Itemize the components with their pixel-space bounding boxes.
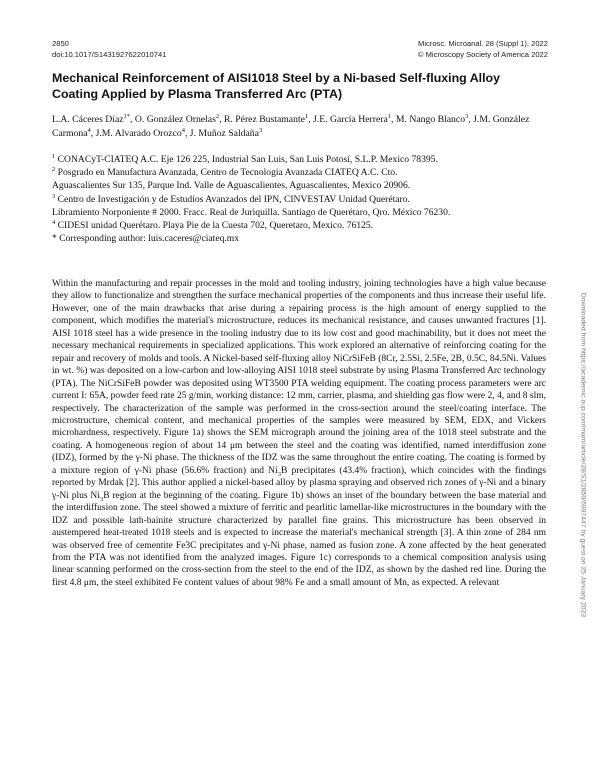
author-name: O. González Ornelas [134,114,216,125]
copyright-notice: © Microscopy Society of America 2022 [417,49,548,59]
author-name: J. Muñoz Saldaña [189,128,259,140]
affiliation-1: $^1$ CONACyT-CIATEQ A.C. Eje 126 225, Industrial San Luis, San Luis Potosí, S.L.P. Mexico 78395. [52,152,438,165]
author-name: J.M. González Carmona [52,114,530,140]
author-name: R. Pérez Bustamante [223,114,305,125]
affiliation-2: $^2$ Posgrado en Manufactura Avanzada, Centro de Tecnología Avanzada CIATEQ A.C. Cto. [52,166,398,179]
corresponding-author: * Corresponding author: luis.caceres@ciateq.mx [52,233,240,245]
author-name: M. Nango Blanco [395,114,466,125]
author-affiliation-mark: 1 [304,112,309,120]
download-notice: Downloaded from https://academic.oup.com/mam/article/28/S1/2850/6997447 by guest on 25 January 2023 [579,292,587,618]
header-right [418,39,548,60]
affiliation-3: $^3$ Centro de Investigación y de Estudios Avanzados del IPN, CINVESTAV Unidad Querétaro. [52,192,410,205]
journal-citation: Microsc. Microanal. 28 (Suppl 1), 2022 [418,39,548,48]
author-name: J.E. García Herrera [313,114,388,125]
affiliations [52,153,552,245]
author-name: L.A. Cáceres Díaz [52,114,124,125]
author-affiliation-mark: 1 [387,112,392,120]
author-affiliation-mark: 2 [215,112,220,120]
page-number: 2850 [52,39,69,48]
affiliation-2-continued: Aguascalientes Sur 135, Parque Ind. Valle de Aguascalientes, Aguascalientes, Mexico 20906. [52,180,411,192]
author-affiliation-mark: 4 [87,127,91,135]
affiliation-3-continued: Libramiento Norponiente # 2000. Fracc. Real de Juriquilla. Santiago de Querétaro, Qro. México 76230. [52,206,451,218]
header-left [52,39,166,60]
author-affiliation-mark: 3 [465,112,469,120]
author-list: L.A. Cáceres Díaz$^{1*}$, O. González Ornelas$^2$, R. Pérez Bustamante$^1$, J.E. García Herrera$^1$, M. Nango Blanco$^3$, J.M. González Carmona$^4$, J.M. Alvarado Orozco$^4$, J. Muñoz Saldaña$^3$ [52,112,530,140]
author-name: J.M. Alvarado Orozco [95,128,182,140]
paper-title: Mechanical Reinforcement of AISI1018 Steel by a Ni-based Self-fluxing Alloy Coating Applied by Plasma Transferred Arc (PTA) [52,71,501,101]
author-affiliation-mark: 1* [123,112,131,120]
body-paragraph: Within the manufacturing and repair processes in the mold and tooling industry, joining technologies have a high value because they allow to functionalize and strengthen the surface mechanical properties of the components and thus increase their useful life. However, one of the main drawbacks that arise during a repairing process is the high amount of energy supplied to the component, which modifies the material's microstructure, reduces its mechanical resistance, and causes unwanted fractures [1]. AISI 1018 steel has a wide presence in the tooling industry due to its low cost and good machinability, but it does not meet the necessary mechanical requirements in specialized applications. This work explored an alternative of reinforcing coating for the repair and recovery of molds and tools. A Nickel-based self-fluxing alloy NiCrSiFeB (8Cr, 2.5Si, 2.5Fe, 2B, 0.5C, 84.5Ni. Values in wt. %) was deposited on a low-carbon and low-alloying AISI 1018 steel substrate by using Plasma Transferred Arc technology (PTA). The NiCrSiFeB powder was deposited using WT3500 PTA welding equipment. The coating process parameters were arc current I: 65A, powder feed rate 25 g/min, working distance: 12 mm, carrier, plasma, and shielding gas flow were 2, 4, and 8 slm, respectively. The characterization of the sample was performed in the cross-section around the steel/coating interface. The microstructure, chemical content, and mechanical properties of the samples were measured by SEM, EDX, and Vickers microhardness, respectively. Figure 1a) shows the SEM micrograph around the joining area of the 1018 steel substrate and the coating. A homogeneous region of about 14 μm between the steel and the coating was identified, named interdiffusion zone (IDZ), formed by the γ-Ni phase. The thickness of the IDZ was the same throughout the entire coating. The coating is formed by a mixture region of γ-Ni phase (56.6% fraction) and $Ni_3B$ precipitates (43.4% fraction), which coincides with the findings reported by Mrdak [2]. This author applied a nickel-based alloy by plasma spraying and observed rich zones of γ-Ni and a binary γ-Ni plus $Ni_3B$ region at the beginning of the coating. Figure 1b) shows an inset of the boundary between the base material and the interdiffusion zone. The steel showed a mixture of ferritic and pearlitic lamellar-like microstructures in the boundary with the IDZ and possible lath-bainite structure characterized by parallel fine grains. This microstructure has been observed in austempered heat-treated 1018 steels and is expected to increase the material's mechanical strength [3]. A thin zone of 284 nm was observed free of cementite Fe3C precipitates and γ-Ni phase, named as fusion zone. A zone affected by the heat generated from the PTA was not identified from the analyzed images. Figure 1c) corresponds to a chemical composition analysis using linear scanning performed on the cross-section from the steel to the end of the IDZ, as shown by the dashed red line. During the first 4.8 μm, the steel exhibited Fe content values of about 98% Fe and a small amount of Mn, as expected. A relevant [52,279,546,588]
author-affiliation-mark: 4 [181,127,185,135]
author-affiliation-mark: 3 [258,127,263,135]
doi-link[interactable]: doi:10.1017/S1431927622010741 [52,49,167,59]
affiliation-4: $^4$ CIDESI unidad Querétaro. Playa Pie de la Cuesta 702, Queretaro, Mexico. 76125. [52,218,374,232]
